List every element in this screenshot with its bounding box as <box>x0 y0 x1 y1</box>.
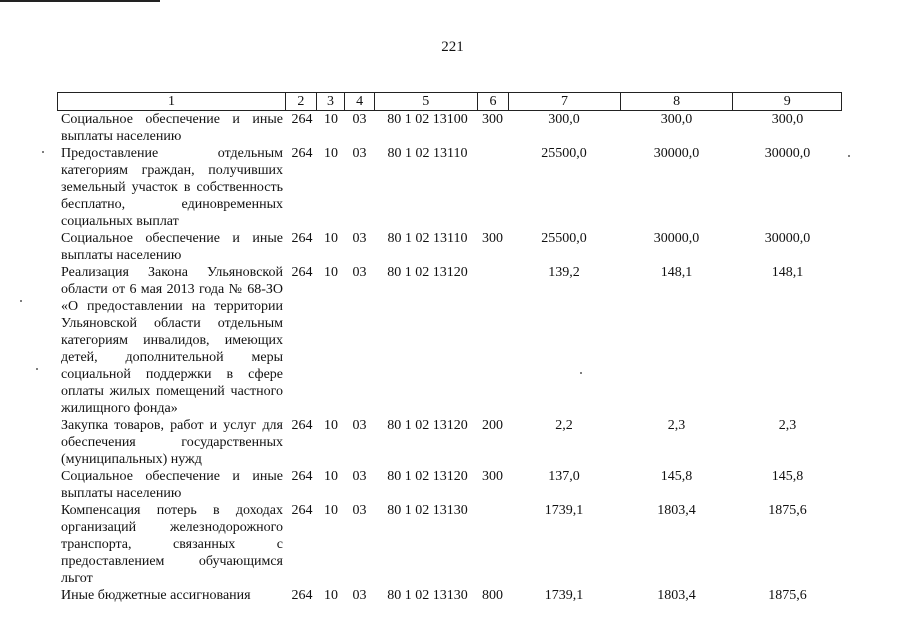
row-name: Социальное обеспечение и иные выплаты населению <box>61 112 283 144</box>
row-amount-col8: 1803,4 <box>657 588 696 603</box>
row-code-expense-type: 300 <box>482 469 503 484</box>
row-code-expense-type: 200 <box>482 418 503 433</box>
row-code-ministry: 264 <box>291 503 313 518</box>
row-code-ministry: 264 <box>291 588 313 603</box>
row-amount-col8: 30000,0 <box>653 231 700 246</box>
header-col-4: 4 <box>344 93 374 110</box>
row-amount-col7: 137,0 <box>548 469 580 484</box>
row-name: Предоставление отдельным категориям граждан, получивших земельный участок в собственность бесплатно, единовременных социальных выплат <box>61 146 283 229</box>
row-code-subsection: 03 <box>352 418 367 433</box>
row-name: Реализация Закона Ульяновской области от 6 мая 2013 года № 68-ЗО «О предоставлении на территории Ульяновской области отдельным категориям инвалидов, имеющих детей, дополнительной меры социальной поддержки в сфере оплаты жилых помещений частного жилищного фонда» <box>61 265 283 416</box>
scan-speck <box>580 372 582 374</box>
row-code-section: 10 <box>324 265 338 280</box>
row-code-target: 80 1 02 13130 <box>387 588 468 603</box>
row-amount-col7: 300,0 <box>548 112 580 127</box>
row-code-subsection: 03 <box>352 146 367 161</box>
row-code-subsection: 03 <box>352 588 367 603</box>
row-code-ministry: 264 <box>291 265 313 280</box>
table-row <box>57 417 842 468</box>
row-code-target: 80 1 02 13120 <box>387 469 468 484</box>
table-row <box>57 145 842 230</box>
table-row <box>57 502 842 587</box>
row-amount-col7: 1739,1 <box>544 503 584 518</box>
row-code-expense-type: 300 <box>482 231 503 246</box>
row-name: Социальное обеспечение и иные выплаты населению <box>61 231 283 263</box>
row-code-section: 10 <box>324 112 338 127</box>
scan-speck <box>42 151 44 153</box>
table-row <box>57 230 842 264</box>
row-amount-col7: 139,2 <box>548 265 580 280</box>
row-name: Закупка товаров, работ и услуг для обеспечения государственных (муниципальных) нужд <box>61 418 283 467</box>
row-code-section: 10 <box>324 588 338 603</box>
row-code-expense-type: 300 <box>482 112 503 127</box>
row-amount-col8: 148,1 <box>660 265 693 280</box>
row-code-ministry: 264 <box>291 418 313 433</box>
row-code-ministry: 264 <box>291 469 313 484</box>
row-code-target: 80 1 02 13110 <box>387 231 468 246</box>
scan-edge-line <box>0 0 160 2</box>
table-row <box>57 111 842 145</box>
row-code-section: 10 <box>324 469 338 484</box>
row-amount-col9: 300,0 <box>771 112 804 127</box>
row-code-section: 10 <box>324 146 338 161</box>
row-code-ministry: 264 <box>291 146 313 161</box>
scan-speck <box>20 300 22 302</box>
row-name: Компенсация потерь в доходах организаций железнодорожного транспорта, связанных с предоставлением обучающимся льгот <box>61 503 283 586</box>
table-row <box>57 587 842 604</box>
row-amount-col9: 1875,6 <box>768 588 807 603</box>
row-amount-col9: 30000,0 <box>764 231 811 246</box>
header-col-3: 3 <box>316 93 345 110</box>
row-code-subsection: 03 <box>352 503 367 518</box>
row-amount-col7: 2,2 <box>555 418 573 433</box>
table-row <box>57 264 842 417</box>
row-code-subsection: 03 <box>352 231 367 246</box>
header-col-7: 7 <box>508 93 620 110</box>
row-code-section: 10 <box>324 503 338 518</box>
row-code-subsection: 03 <box>352 112 367 127</box>
header-col-1: 1 <box>168 94 176 109</box>
row-amount-col9: 145,8 <box>771 469 804 484</box>
row-code-subsection: 03 <box>352 469 367 484</box>
row-amount-col9: 1875,6 <box>768 503 807 518</box>
header-col-6: 6 <box>477 93 509 110</box>
row-name: Социальное обеспечение и иные выплаты населению <box>61 469 283 501</box>
table-row <box>57 468 842 502</box>
row-name: Иные бюджетные ассигнования <box>61 588 251 603</box>
row-code-target: 80 1 02 13110 <box>387 146 468 161</box>
scan-speck <box>36 368 38 370</box>
budget-table <box>57 92 842 604</box>
row-code-subsection: 03 <box>352 265 367 280</box>
header-col-2: 2 <box>285 93 316 110</box>
row-code-target: 80 1 02 13120 <box>387 418 468 433</box>
row-code-ministry: 264 <box>291 112 313 127</box>
page-number: 221 <box>441 39 464 55</box>
header-col-8: 8 <box>620 93 733 110</box>
row-amount-col7: 25500,0 <box>541 231 587 246</box>
row-amount-col9: 2,3 <box>778 418 797 433</box>
row-code-section: 10 <box>324 231 338 246</box>
row-amount-col8: 145,8 <box>660 469 693 484</box>
header-col-9: 9 <box>732 93 841 110</box>
row-amount-col8: 30000,0 <box>653 146 700 161</box>
row-code-target: 80 1 02 13120 <box>387 265 468 280</box>
row-code-ministry: 264 <box>291 231 313 246</box>
row-amount-col9: 148,1 <box>771 265 804 280</box>
header-col-5: 5 <box>374 93 477 110</box>
row-amount-col7: 25500,0 <box>541 146 587 161</box>
row-code-section: 10 <box>324 418 338 433</box>
row-code-target: 80 1 02 13100 <box>387 112 468 127</box>
row-code-target: 80 1 02 13130 <box>387 503 468 518</box>
scan-speck <box>848 155 850 157</box>
table-header-row <box>57 92 842 111</box>
row-code-expense-type: 800 <box>482 588 503 603</box>
row-amount-col8: 2,3 <box>667 418 686 433</box>
row-amount-col8: 300,0 <box>660 112 693 127</box>
row-amount-col7: 1739,1 <box>544 588 584 603</box>
row-amount-col8: 1803,4 <box>657 503 696 518</box>
row-amount-col9: 30000,0 <box>764 146 811 161</box>
